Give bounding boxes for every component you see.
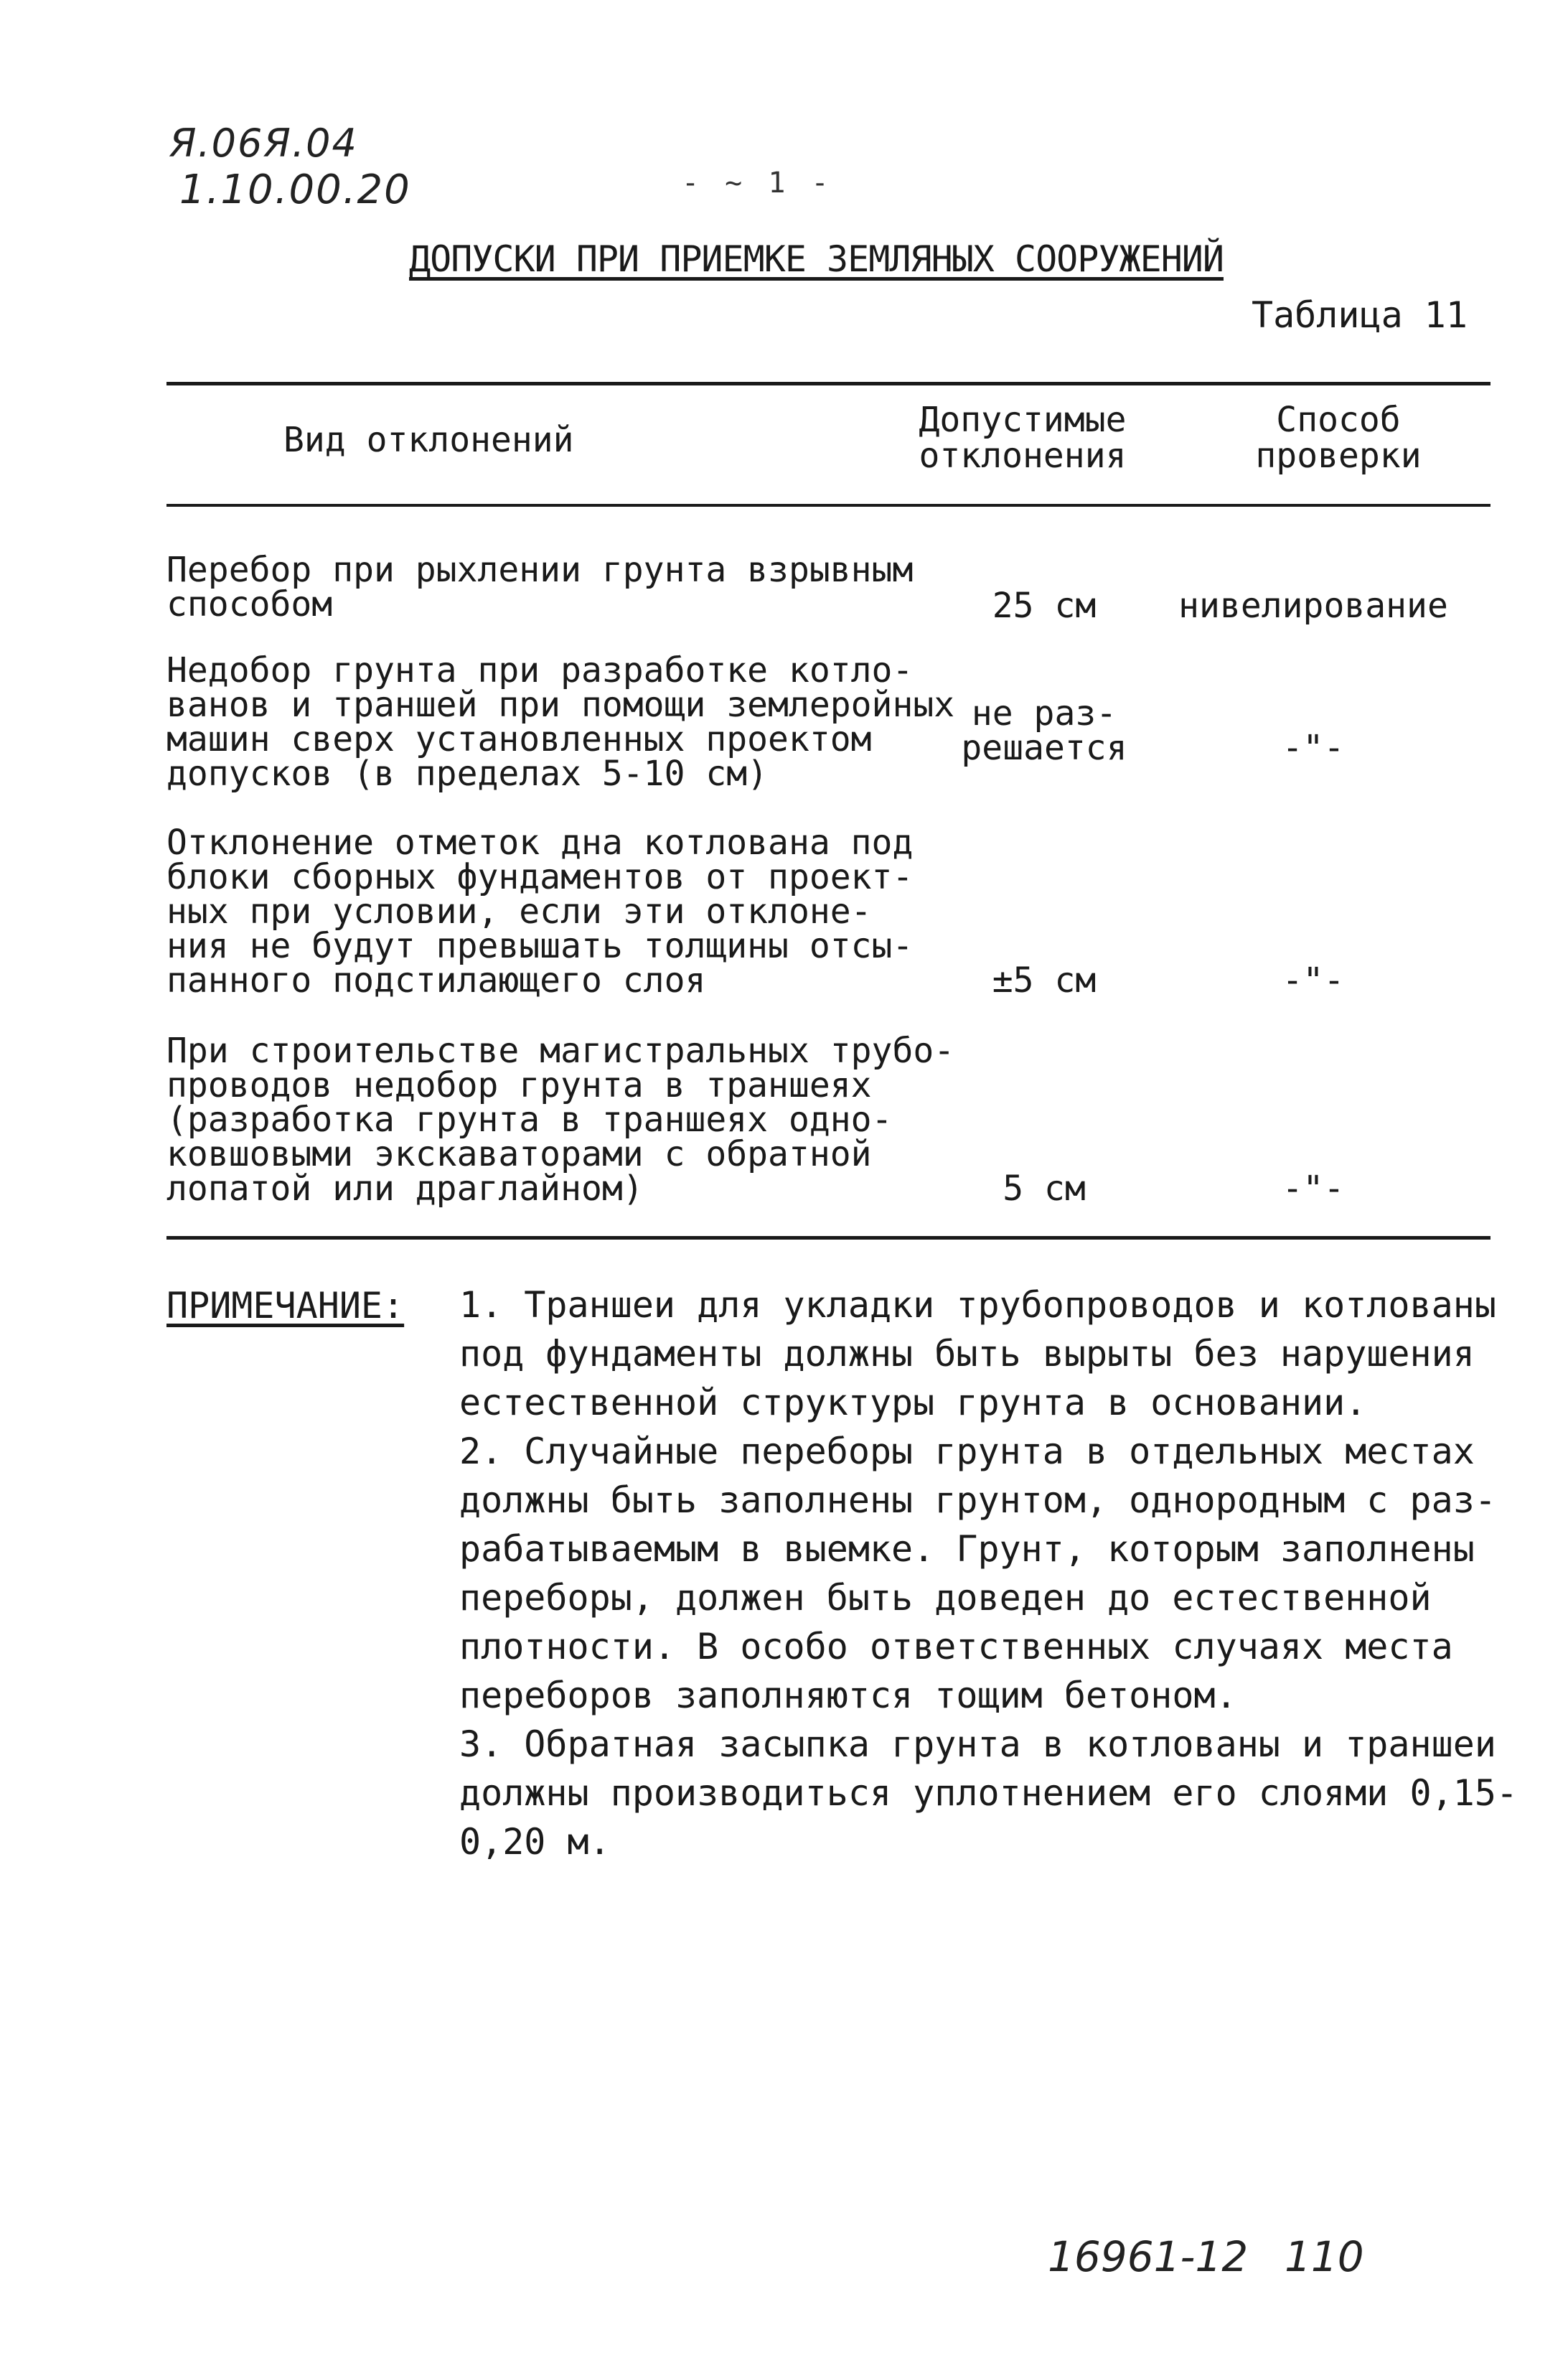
row3-method: -"-: [1282, 960, 1345, 1001]
row1-method: нивелирование: [1178, 586, 1448, 626]
column-header-deviation: Допустимые отклонения: [919, 400, 1127, 476]
document-code-line2: 1.10.00.20: [179, 167, 411, 213]
note-item-2: 2. Случайные переборы грунта в отдельных местах должны быть заполнены грунтом, однородным с раз- рабатываемым в выемке. Грунт, которым заполнены переборы, должен быть доведен до естественной плотности. В особо ответственных случаях места переборов заполняются тощим бетоном.: [459, 1431, 1496, 1716]
note-item-1: 1. Траншеи для укладки трубопроводов и котлованы под фундаменты должны быть вырыты без нарушения естественной структуры грунта в основании.: [459, 1284, 1496, 1423]
row2-kind: Недобор грунта при разработке котло- ванов и траншей при помощи землеройных машин сверх установленных проектом допусков (в пределах 5-10 см): [166, 650, 955, 794]
footer-doc-number: 16961-12: [1048, 2232, 1249, 2281]
page-mark: - ~ 1 -: [682, 167, 833, 200]
row3-kind: Отклонение отметок дна котлована под блоки сборных фундаментов от проект- ных при условии, если эти отклоне- ния не будут превышать толщины отсы- панного подстилающего слоя: [166, 823, 914, 1001]
column-header-kind: Вид отклонений: [283, 420, 574, 460]
notes-label: ПРИМЕЧАНИЕ:: [166, 1285, 405, 1326]
row1-deviation: 25 см: [992, 586, 1097, 626]
row4-method: -"-: [1282, 1169, 1345, 1209]
column-header-method: Способ проверки: [1255, 400, 1422, 476]
row2-deviation: не раз- решается: [961, 693, 1127, 768]
footer-page-number: 110: [1285, 2232, 1364, 2281]
note-item-3: 3. Обратная засыпка грунта в котлованы и траншеи должны производиться уплотнением его слоями 0,15- 0,20 м.: [459, 1723, 1518, 1863]
row2-method: -"-: [1282, 728, 1345, 768]
row3-deviation: ±5 см: [992, 960, 1097, 1001]
row1-kind: Перебор при рыхлении грунта взрывным способом: [166, 550, 914, 624]
page-title: ДОПУСКИ ПРИ ПРИЕМКЕ ЗЕМЛЯНЫХ СООРУЖЕНИЙ: [409, 238, 1224, 280]
table-top-rule: [166, 382, 1490, 385]
table-bottom-rule: [166, 1236, 1490, 1240]
row4-deviation: 5 см: [1003, 1169, 1086, 1209]
table-header-rule: [166, 504, 1490, 507]
row4-kind: При строительстве магистральных трубо- проводов недобор грунта в траншеях (разработка грунта в траншеях одно- ковшовыми экскаваторами с обратной лопатой или драглайном): [166, 1031, 955, 1209]
table-label: Таблица 11: [1251, 294, 1468, 336]
document-code-line1: Я.06Я.04: [169, 121, 358, 166]
